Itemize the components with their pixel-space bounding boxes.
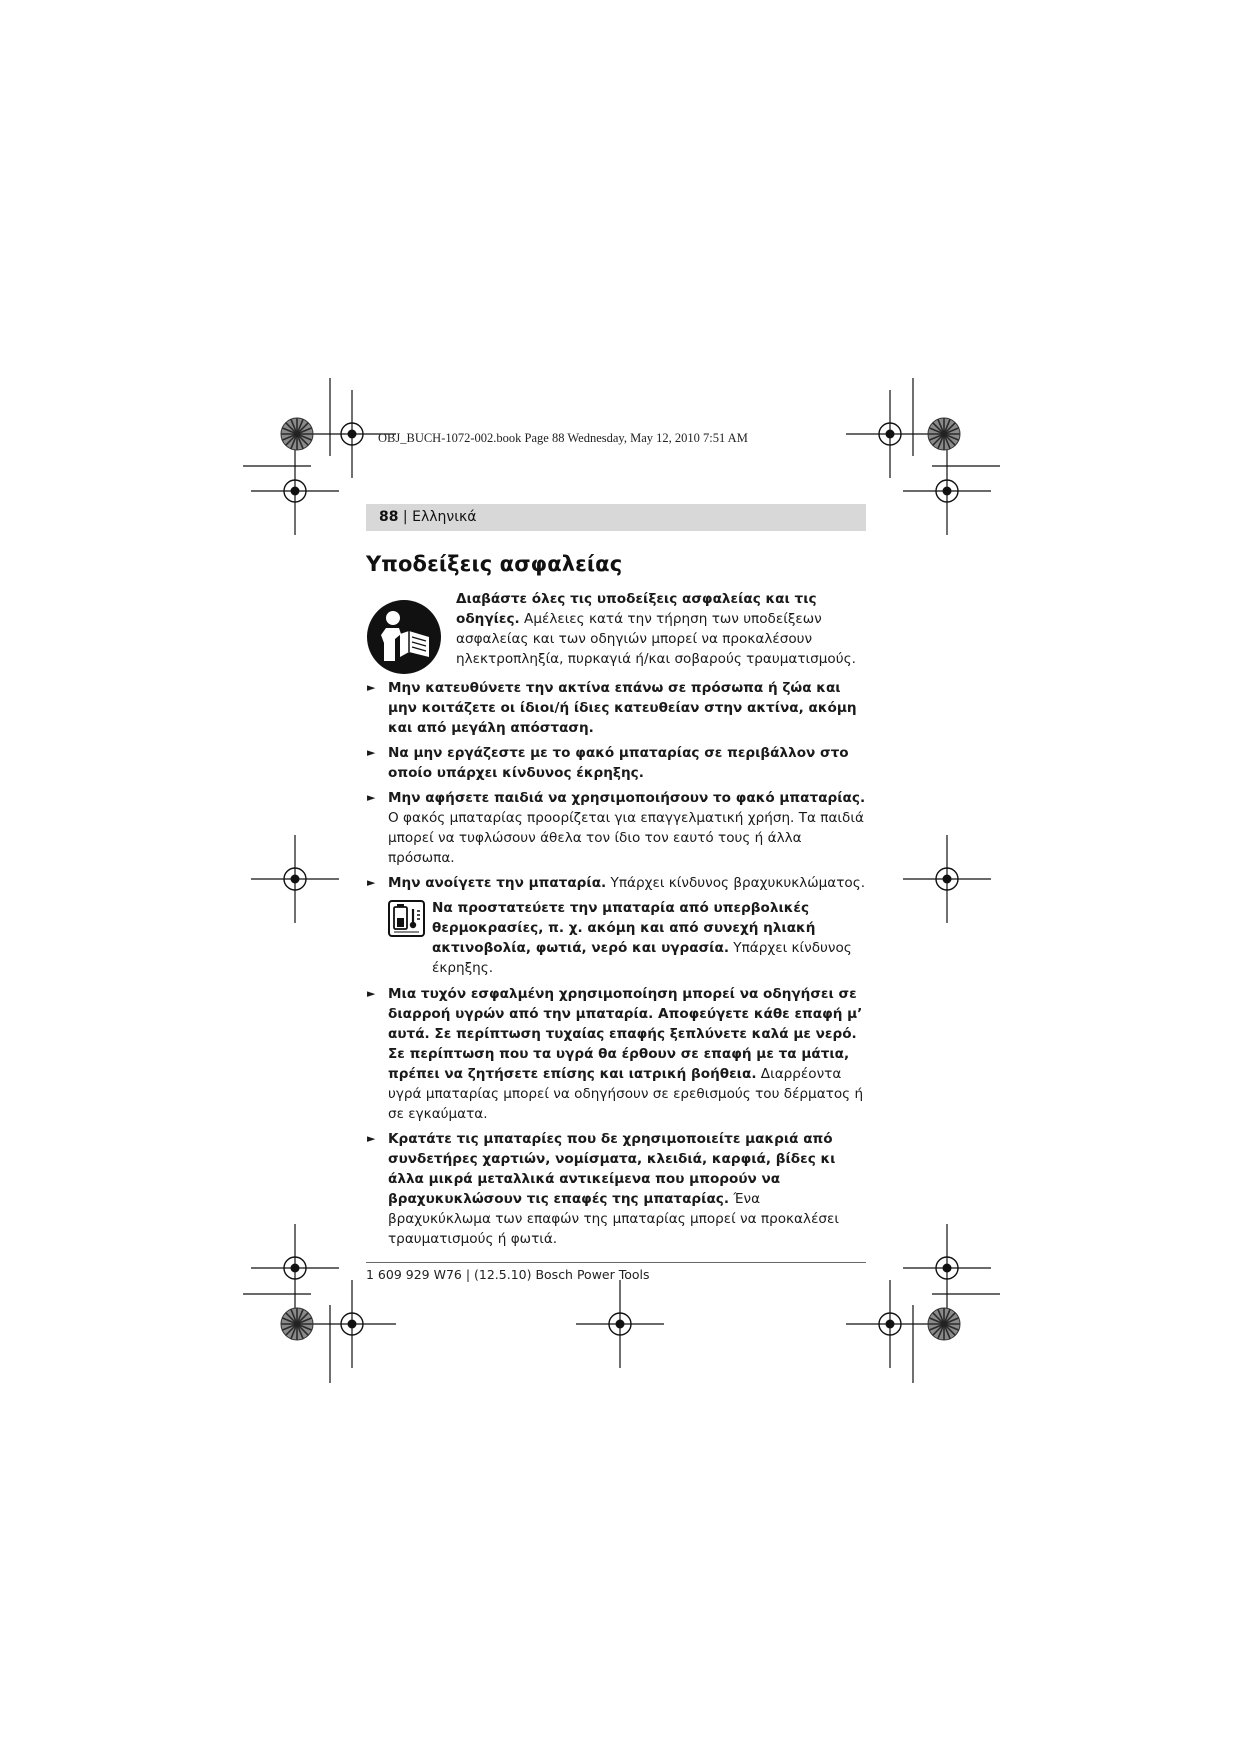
- print-slug: OBJ_BUCH-1072-002.book Page 88 Wednesday, May 12, 2010 7:51 AM: [378, 431, 748, 445]
- page-number: 88: [379, 509, 399, 525]
- list-item: [366, 1129, 866, 1249]
- item-paragraph: [388, 984, 866, 1124]
- bullet-icon: ►: [367, 987, 376, 1000]
- temperature-paragraph: [432, 898, 866, 978]
- bullet-icon: ►: [367, 746, 376, 759]
- item-paragraph: [388, 1129, 866, 1249]
- bullet-icon: ►: [367, 681, 376, 694]
- bullet-icon: ►: [367, 876, 376, 889]
- list-item: [366, 678, 866, 738]
- intro-text: Αμέλειες κατά την τήρηση των υποδείξεων ασφαλείας και των οδηγιών μπορεί να προκαλέσουν ηλεκτροπληξία, πυρκαγιά ή/και σοβαρούς τραυματισμούς.: [456, 611, 856, 667]
- list-item: [366, 743, 866, 783]
- list-item: [366, 984, 866, 1124]
- item-text: Διαρρέοντα υγρά μπαταρίας μπορεί να οδηγήσουν σε ερεθισμούς του δέρματος ή σε εγκαύματα.: [388, 1066, 864, 1122]
- main-content: [366, 552, 866, 1254]
- item-text: Ένα βραχυκύκλωμα των επαφών της μπαταρίας μπορεί να προκαλέσει τραυματισμούς ή φωτιά.: [388, 1191, 839, 1247]
- list-item: [366, 788, 866, 868]
- bullet-icon: ►: [367, 1132, 376, 1145]
- item-bold: Μην αφήσετε παιδιά να χρησιμοποιήσουν το φακό μπαταρίας.: [388, 790, 866, 806]
- intro-paragraph: [456, 589, 866, 669]
- item-paragraph: [388, 788, 866, 868]
- bullet-icon: ►: [367, 791, 376, 804]
- item-text: Ο φακός μπαταρίας προορίζεται για επαγγελματική χρήση. Τα παιδιά μπορεί να τυφλώσουν άθελα τον ίδιο τον εαυτό τους ή άλλα πρόσωπα.: [388, 810, 864, 866]
- item-paragraph: [388, 743, 866, 783]
- header-separator: |: [398, 509, 413, 525]
- section-title: Υποδείξεις ασφαλείας: [366, 552, 623, 576]
- item-text: Υπάρχει κίνδυνος βραχυκυκλώματος.: [606, 875, 866, 891]
- battery-temperature-icon: [388, 900, 425, 937]
- page-header: [366, 504, 866, 531]
- intro-block: [366, 589, 866, 669]
- intro-bold: Διαβάστε όλες τις υποδείξεις ασφαλείας και τις οδηγίες.: [456, 591, 817, 627]
- page-footer: 1 609 929 W76 | (12.5.10) Bosch Power Tools: [366, 1262, 866, 1282]
- temperature-warning: [366, 898, 866, 978]
- item-paragraph: [388, 873, 866, 893]
- item-paragraph: [388, 678, 866, 738]
- item-bold: Μια τυχόν εσφαλμένη χρησιμοποίηση μπορεί να οδηγήσει σε διαρροή υγρών από την μπαταρία. Αποφεύγετε κάθε επαφή μ’ αυτά. Σε περίπτωση τυχαίας επαφής ξεπλύνετε καλά με νερό. Σε περίπτωση που τα υγρά θα έρθουν σε επαφή με τα μάτια, πρέπει να ζητήσετε επίσης και ιατρική βοήθεια.: [388, 986, 863, 1082]
- read-manual-icon: [366, 599, 442, 675]
- list-item: [366, 873, 866, 893]
- temperature-bold: Να προστατεύετε την μπαταρία από υπερβολικές θερμοκρασίες, π. χ. ακόμη και από συνεχή ηλιακή ακτινοβολία, φωτιά, νερό και υγρασία.: [432, 900, 816, 956]
- item-bold: Να μην εργάζεστε με το φακό μπαταρίας σε περιβάλλον στο οποίο υπάρχει κίνδυνος έκρηξης.: [388, 745, 849, 781]
- item-bold: Μην ανοίγετε την μπαταρία.: [388, 875, 607, 891]
- item-bold: Κρατάτε τις μπαταρίες που δε χρησιμοποιείτε μακριά από συνδετήρες χαρτιών, νομίσματα, κλειδιά, καρφιά, βίδες κι άλλα μικρά μεταλλικά αντικείμενα που μπορούν να βραχυκυκλώσουν τις επαφές της μπαταρίας.: [388, 1131, 836, 1207]
- temperature-text: Υπάρχει κίνδυνος έκρηξης.: [432, 940, 852, 976]
- item-bold: Μην κατευθύνετε την ακτίνα επάνω σε πρόσωπα ή ζώα και μην κοιτάζετε οι ίδιοι/ή ίδιες κατευθείαν στην ακτίνα, ακόμη και από μεγάλη απόσταση.: [388, 680, 857, 736]
- header-language: Ελληνικά: [412, 509, 477, 525]
